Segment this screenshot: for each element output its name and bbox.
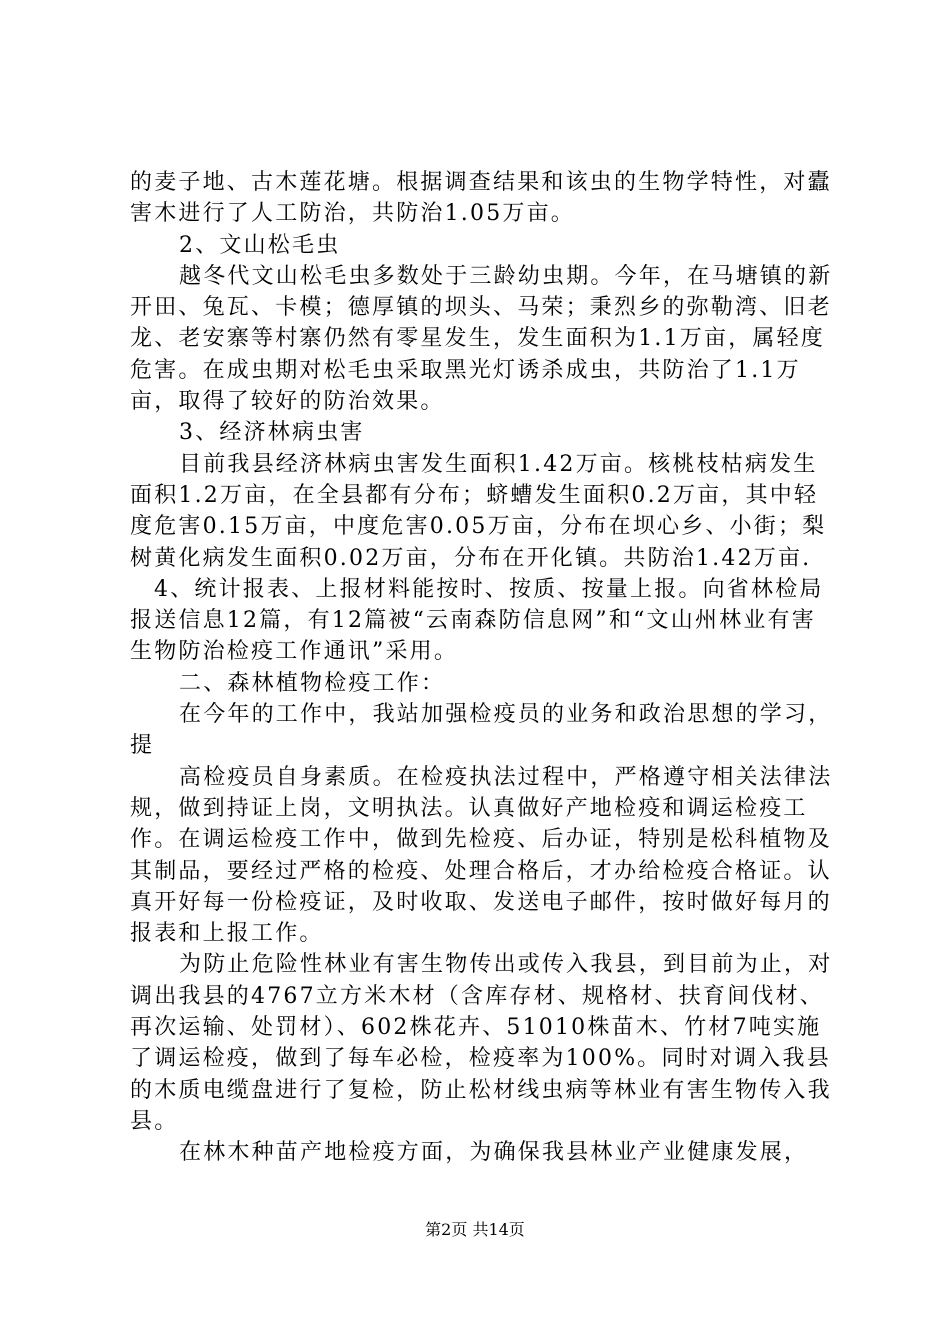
subheading-wenshan-pine-caterpillar: 2、文山松毛虫 — [179, 232, 341, 258]
paragraph-statistics-reports: 4、统计报表、上报材料能按时、按质、按量上报。向省林检局报送信息12篇，有12篇被“云南森防信息网”和“文山州林业有害生物防治检疫工作通讯”采用。 — [130, 576, 824, 665]
paragraph-quarantine-quality: 高检疫员自身素质。在检疫执法过程中，严格遵守相关法律法规，做到持证上岗，文明执法。认真做好产地检疫和调运检疫工作。在调运检疫工作中，做到先检疫、后办证，特别是松科植物及其制品，要经过严格的检疫、处理合格后，才办给检疫合格证。认真开好每一份检疫证，及时收取、发送电子邮件，按时做好每月的报表和上报工作。 — [130, 764, 833, 947]
page-number-footer: 第2页 共14页 — [425, 1220, 525, 1239]
paragraph-economic-forest-pests: 目前我县经济林病虫害发生面积1.42万亩。核桃枝枯病发生面积1.2万亩，在全县都有分布；蛴螬发生面积0.2万亩，其中轻度危害0.15万亩，中度危害0.05万亩，分布在坝心乡、小街；梨树黄化病发生面积0.02万亩，分布在开化镇。共防治1.42万亩. — [130, 451, 827, 571]
paragraph-nursery-quarantine: 在林木种苗产地检疫方面，为确保我县林业产业健康发展， — [179, 1140, 809, 1166]
document-body — [130, 167, 835, 1169]
paragraph-pine-caterpillar: 越冬代文山松毛虫多数处于三龄幼虫期。今年，在马塘镇的新开田、兔瓦、卡模；德厚镇的坝头、马荣；秉烈乡的弥勒湾、旧老龙、老安寨等村寨仍然有零星发生，发生面积为1.1万亩，属轻度危害。在成虫期对松毛虫采取黑光灯诱杀成虫，共防治了1.1万亩，取得了较好的防治效果。 — [130, 263, 833, 415]
paragraph-transport-quarantine: 为防止危险性林业有害生物传出或传入我县，到目前为止，对调出我县的4767立方米木材（含库存材、规格材、扶育间伐材、再次运输、处罚材）、602株花卉、51010株苗木、竹材7吨实施了调运检疫，做到了每车必检，检疫率为100%。同时对调入我县的木质电缆盘进行了复检，防止松材线虫病等林业有害生物传入我县。 — [130, 952, 833, 1134]
subheading-economic-forest-pests: 3、经济林病虫害 — [179, 420, 365, 446]
section-heading-plant-quarantine: 二、森林植物检疫工作： — [179, 670, 446, 696]
paragraph-quarantine-intro: 在今年的工作中，我站加强检疫员的业务和政治思想的学习，提 — [130, 702, 833, 759]
paragraph-continuation: 的麦子地、古木莲花塘。根据调查结果和该虫的生物学特性，对蠹害木进行了人工防治，共防治1.05万亩。 — [130, 170, 832, 227]
